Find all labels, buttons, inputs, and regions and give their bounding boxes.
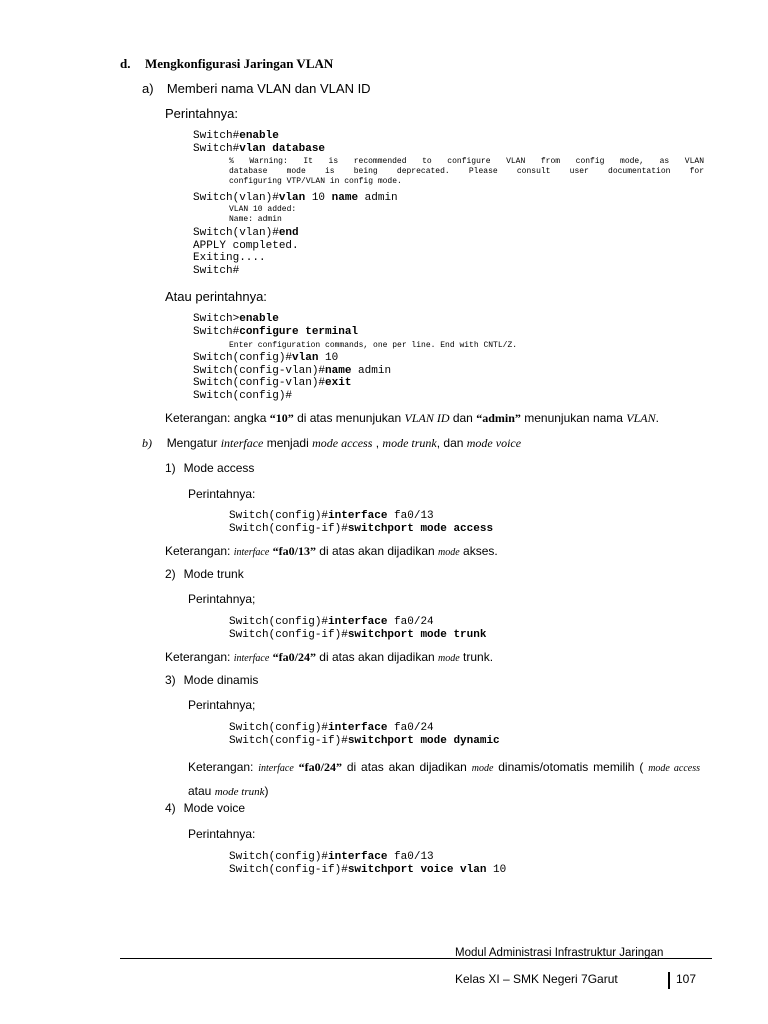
code-line: Switch(config)#interface fa0/24: [229, 616, 434, 628]
code-line: Switch(config-if)#switchport mode access: [229, 522, 494, 535]
mode-1-code: [229, 510, 493, 535]
code-line: Switch(config-if)#switchport mode dynamic: [229, 734, 500, 747]
mode-3-heading: 3) Mode dinamis: [165, 673, 259, 687]
mode-3-perintah: Perintahnya;: [188, 698, 256, 712]
enter-config-note: Enter configuration commands, one per line. End with CNTL/Z.: [229, 341, 518, 350]
sub-b-label: b): [142, 436, 152, 450]
sub-a-perintah: Perintahnya:: [165, 106, 238, 121]
vlan-added-text: VLAN 10 added: Name: admin: [229, 205, 297, 224]
mode-3-code: [229, 722, 500, 747]
code-line: Switch#enable: [193, 130, 279, 142]
section-heading: [120, 56, 333, 72]
footer-class-school: Kelas XI – SMK Negeri 7Garut: [455, 972, 618, 986]
sub-b-heading: b) Mengatur interface menjadi mode access , mode trunk, dan mode voice: [142, 436, 522, 450]
code-line: Switch(vlan)#end: [193, 227, 299, 239]
sub-a-label: a): [142, 81, 154, 96]
sub-a-title: Memberi nama VLAN dan VLAN ID: [166, 81, 371, 96]
keterangan-a: Keterangan: angka “10” di atas menunjukan VLAN ID dan “admin” menunjukan nama VLAN.: [165, 411, 659, 425]
code-line: Switch(config)#vlan 10: [193, 352, 339, 364]
mode-3-keterangan: Keterangan: interface “fa0/24” di atas akan dijadikan mode dinamis/otomatis memilih ( mode access atau mode trunk): [188, 760, 700, 798]
code-line: Switch(config-if)#switchport voice vlan 10: [229, 863, 507, 876]
section-letter: d.: [120, 56, 131, 71]
mode-2-perintah: Perintahnya;: [188, 592, 256, 606]
code-line: Switch#configure terminal: [193, 325, 359, 338]
code-line: Switch(config)#interface fa0/24: [229, 722, 434, 734]
page-number: 107: [676, 972, 697, 986]
mode-1-perintah: Perintahnya:: [188, 487, 256, 501]
code-line: Switch#: [193, 264, 240, 277]
code-block-4: [193, 313, 358, 338]
code-line: Switch>enable: [193, 313, 279, 325]
mode-4-heading: 4) Mode voice: [165, 801, 246, 815]
code-block-3: [193, 227, 299, 277]
footer-module-title: Modul Administrasi Infrastruktur Jaringan: [455, 947, 664, 959]
code-line: Switch(config)#interface fa0/13: [229, 851, 434, 863]
sub-a-heading: [142, 81, 371, 96]
code-line: Switch(config)#: [193, 389, 293, 402]
mode-2-code: [229, 616, 486, 641]
code-block-5: [193, 352, 391, 402]
code-line: APPLY completed.: [193, 239, 299, 252]
mode-2-keterangan: Keterangan: interface “fa0/24” di atas akan dijadikan mode trunk.: [165, 650, 494, 664]
code-line: Switch(config-if)#switchport mode trunk: [229, 628, 487, 641]
footer-divider: [668, 972, 670, 989]
mode-1-keterangan: Keterangan: interface “fa0/13” di atas akan dijadikan mode akses.: [165, 544, 498, 558]
mode-2-heading: 2) Mode trunk: [165, 567, 244, 581]
code-block-1: [193, 130, 325, 155]
code-line-vlan-name: Switch(vlan)#vlan 10 name admin: [193, 192, 398, 204]
mode-1-heading: 1) Mode access: [165, 461, 255, 475]
section-title: Mengkonfigurasi Jaringan VLAN: [144, 56, 334, 71]
code-line: Switch(config-vlan)#exit: [193, 377, 352, 390]
code-line: Switch(config-vlan)#name admin: [193, 364, 392, 377]
code-line: Switch#vlan database: [193, 142, 326, 155]
warning-text: % Warning: It is recommended to configure VLAN from config mode, as VLAN database mode is being deprecated. Please consult user documentation for configuring VTP/VLAN in config mode.: [229, 157, 704, 186]
mode-4-code: [229, 851, 506, 876]
code-line: Exiting....: [193, 252, 266, 265]
code-line: Switch(config)#interface fa0/13: [229, 510, 434, 522]
atau-perintah: Atau perintahnya:: [165, 289, 267, 304]
mode-4-perintah: Perintahnya:: [188, 827, 256, 841]
